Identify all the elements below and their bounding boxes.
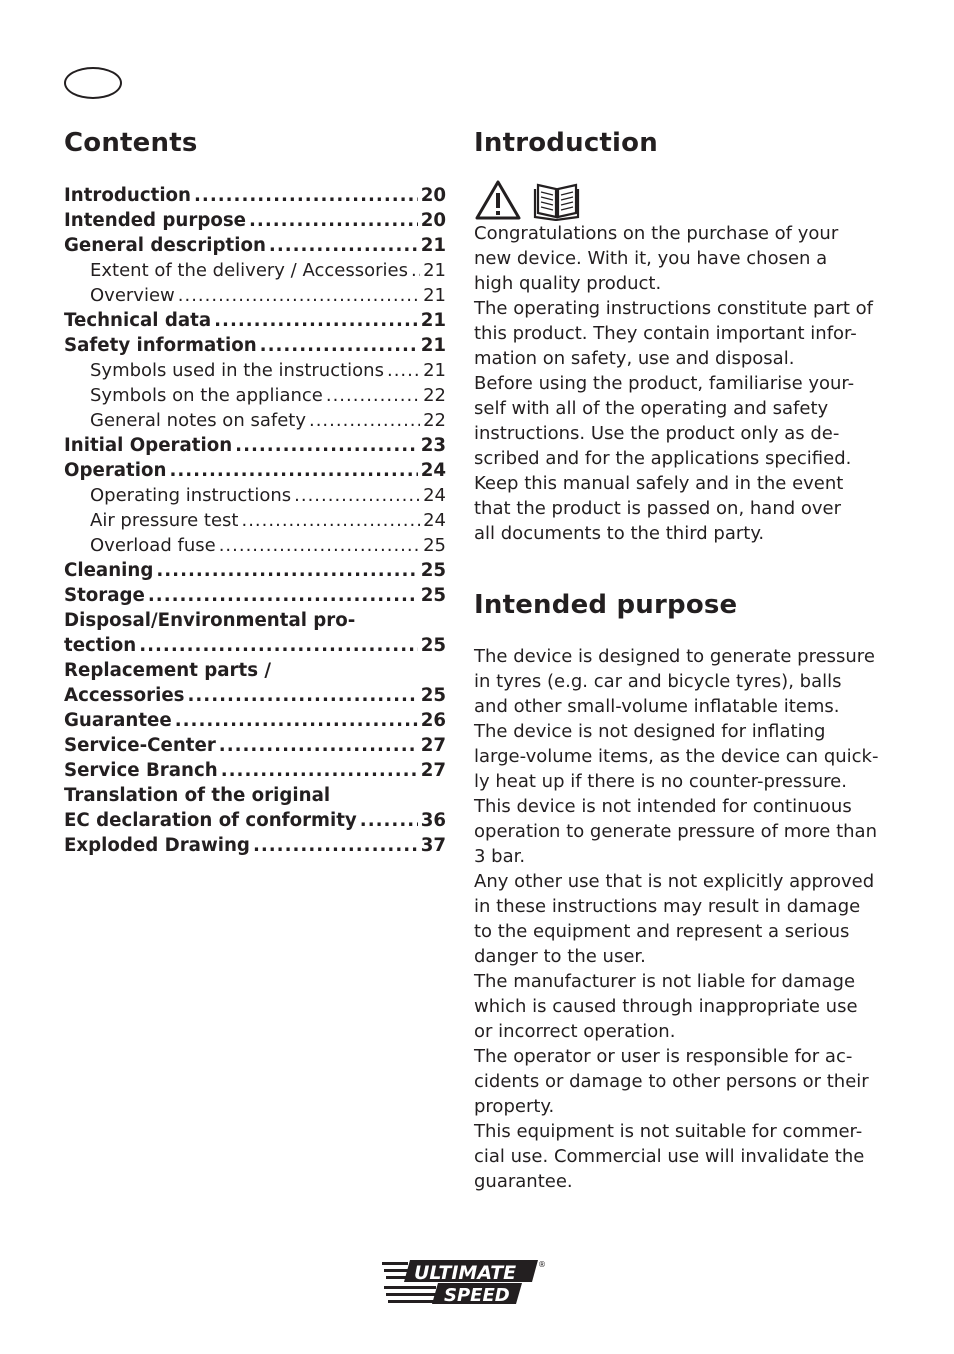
toc-leader-dots: [241, 508, 420, 533]
toc-entry-page: 21: [423, 260, 446, 281]
toc-entry-page: 24: [423, 510, 446, 531]
table-of-contents: [64, 183, 446, 858]
toc-entry-title: Accessories: [64, 685, 185, 706]
toc-entry: [64, 333, 446, 358]
toc-leader-dots: [214, 308, 418, 333]
toc-entry: [64, 508, 446, 533]
toc-leader-dots: [269, 233, 418, 258]
toc-entry-title: Safety information: [64, 335, 257, 356]
toc-entry: [64, 233, 446, 258]
toc-entry-page: 20: [420, 185, 446, 206]
toc-entry: [64, 683, 446, 708]
toc-leader-dots: [387, 358, 420, 383]
toc-entry-page: 21: [423, 285, 446, 306]
toc-leader-dots: [360, 808, 418, 833]
toc-leader-dots: [219, 733, 418, 758]
text-line: property.: [474, 1096, 555, 1117]
intended-purpose-text: [474, 644, 879, 1194]
safety-icons: [474, 177, 864, 221]
toc-entry-title: Intended purpose: [64, 210, 247, 231]
toc-entry-title: Air pressure test: [90, 510, 239, 531]
toc-entry-title: Replacement parts /: [64, 660, 271, 681]
text-line: to the equipment and represent a serious: [474, 921, 850, 942]
text-line: all documents to the third party.: [474, 523, 765, 544]
toc-entry: [64, 658, 446, 683]
text-line: mation on safety, use and disposal.: [474, 348, 795, 369]
toc-entry: [64, 833, 446, 858]
toc-entry-page: 36: [420, 810, 446, 831]
text-line: Keep this manual safely and in the event: [474, 473, 844, 494]
toc-leader-dots: [178, 283, 420, 308]
introduction-heading: Introduction: [474, 128, 658, 158]
toc-leader-dots: [187, 683, 417, 708]
logo-line1: ULTIMATE: [414, 1262, 517, 1284]
text-line: operation to generate pressure of more than: [474, 821, 877, 842]
toc-leader-dots: [221, 758, 418, 783]
toc-entry-title: Symbols on the appliance: [90, 385, 323, 406]
toc-entry: [64, 608, 446, 633]
text-line: The device is designed to generate pressure: [474, 646, 875, 667]
toc-entry-page: 20: [420, 210, 446, 231]
toc-entry-page: 26: [420, 710, 446, 731]
toc-entry: [64, 808, 446, 833]
toc-entry-title: Symbols used in the instructions: [90, 360, 384, 381]
toc-entry-title: Extent of the delivery / Accessories: [90, 260, 408, 281]
ultimate-speed-logo: [382, 1256, 546, 1306]
text-line: guarantee.: [474, 1171, 573, 1192]
text-line: high quality product.: [474, 273, 662, 294]
toc-entry: [64, 483, 446, 508]
toc-entry-page: 25: [420, 635, 446, 656]
toc-leader-dots: [253, 833, 418, 858]
text-line: Before using the product, familiarise your-: [474, 373, 855, 394]
toc-leader-dots: [194, 183, 418, 208]
toc-entry-page: 25: [423, 535, 446, 556]
text-line: cial use. Commercial use will invalidate the: [474, 1146, 865, 1167]
toc-entry: [64, 583, 446, 608]
toc-entry: [64, 383, 446, 408]
text-line: large-volume items, as the device can quick-: [474, 746, 879, 767]
text-line: and other small-volume inflatable items.: [474, 696, 840, 717]
text-line: self with all of the operating and safety: [474, 398, 829, 419]
toc-entry: [64, 408, 446, 433]
toc-entry-title: Storage: [64, 585, 145, 606]
toc-leader-dots: [169, 458, 417, 483]
toc-entry-title: Overview: [90, 285, 175, 306]
toc-entry: [64, 208, 446, 233]
text-line: scribed and for the applications specified.: [474, 448, 852, 469]
toc-entry-title: Introduction: [64, 185, 191, 206]
toc-leader-dots: [139, 633, 418, 658]
introduction-text: [474, 221, 873, 546]
toc-entry: [64, 258, 446, 283]
logo-registered-mark: ®: [538, 1260, 546, 1269]
text-line: danger to the user.: [474, 946, 646, 967]
toc-entry-page: 27: [420, 735, 446, 756]
text-line: The operating instructions constitute part of: [474, 298, 873, 319]
text-line: that the product is passed on, hand over: [474, 498, 842, 519]
text-line: in these instructions may result in damage: [474, 896, 861, 917]
contents-heading: Contents: [64, 128, 198, 158]
toc-entry: [64, 458, 446, 483]
contents-column: [64, 126, 446, 858]
text-line: The device is not designed for inflating: [474, 721, 826, 742]
toc-entry: [64, 308, 446, 333]
text-line: 3 bar.: [474, 846, 526, 867]
toc-entry: [64, 783, 446, 808]
text-line: This device is not intended for continuous: [474, 796, 852, 817]
toc-leader-dots: [411, 258, 420, 283]
toc-entry-page: 21: [420, 235, 446, 256]
toc-entry-title: Operating instructions: [90, 485, 292, 506]
text-line: Any other use that is not explicitly approved: [474, 871, 875, 892]
toc-entry: [64, 433, 446, 458]
toc-leader-dots: [235, 433, 418, 458]
toc-entry-title: Guarantee: [64, 710, 172, 731]
toc-entry: [64, 758, 446, 783]
toc-entry-page: 22: [423, 385, 446, 406]
toc-entry: [64, 533, 446, 558]
text-line: instructions. Use the product only as de-: [474, 423, 840, 444]
toc-leader-dots: [260, 333, 418, 358]
toc-entry-title: Translation of the original: [64, 785, 331, 806]
toc-leader-dots: [326, 383, 420, 408]
toc-leader-dots: [156, 558, 417, 583]
toc-entry-page: 21: [420, 310, 446, 331]
toc-leader-dots: [175, 708, 418, 733]
toc-entry-page: 21: [420, 335, 446, 356]
toc-entry-page: 37: [420, 835, 446, 856]
toc-entry-title: Overload fuse: [90, 535, 216, 556]
toc-leader-dots: [219, 533, 420, 558]
toc-leader-dots: [249, 208, 418, 233]
toc-entry-page: 25: [420, 585, 446, 606]
toc-leader-dots: [309, 408, 420, 433]
toc-entry-title: Service-Center: [64, 735, 216, 756]
toc-entry-title: Cleaning: [64, 560, 154, 581]
toc-entry-title: EC declaration of conformity: [64, 810, 357, 831]
text-line: cidents or damage to other persons or their: [474, 1071, 869, 1092]
toc-entry-page: 25: [420, 560, 446, 581]
text-line: in tyres (e.g. car and bicycle tyres), balls: [474, 671, 842, 692]
text-line: This equipment is not suitable for commer-: [474, 1121, 863, 1142]
toc-entry-page: 27: [420, 760, 446, 781]
toc-entry-page: 24: [423, 485, 446, 506]
toc-entry-title: Disposal/Environmental pro-: [64, 610, 356, 631]
toc-entry: [64, 558, 446, 583]
toc-entry: [64, 283, 446, 308]
text-line: which is caused through inappropriate use: [474, 996, 858, 1017]
language-badge: [64, 67, 122, 99]
toc-entry: [64, 183, 446, 208]
toc-entry-title: Exploded Drawing: [64, 835, 250, 856]
text-line: this product. They contain important infor-: [474, 323, 857, 344]
toc-entry: [64, 633, 446, 658]
text-line: new device. With it, you have chosen a: [474, 248, 828, 269]
toc-entry: [64, 358, 446, 383]
text-line: The operator or user is responsible for ac-: [474, 1046, 853, 1067]
text-line: Congratulations on the purchase of your: [474, 223, 839, 244]
toc-entry: [64, 733, 446, 758]
toc-entry-title: General description: [64, 235, 266, 256]
toc-entry-title: Operation: [64, 460, 167, 481]
toc-entry-title: Service Branch: [64, 760, 218, 781]
toc-entry-page: 23: [420, 435, 446, 456]
intended-purpose-heading: Intended purpose: [474, 590, 738, 620]
toc-leader-dots: [148, 583, 418, 608]
warning-triangle-icon: [474, 179, 522, 221]
toc-entry-page: 24: [420, 460, 446, 481]
manual-book-icon: [532, 179, 582, 221]
toc-entry-title: Technical data: [64, 310, 212, 331]
toc-entry: [64, 708, 446, 733]
toc-entry-page: 25: [420, 685, 446, 706]
toc-entry-title: General notes on safety: [90, 410, 306, 431]
toc-entry-title: tection: [64, 635, 137, 656]
toc-entry-page: 21: [423, 360, 446, 381]
text-line: or incorrect operation.: [474, 1021, 676, 1042]
logo-line2: SPEED: [444, 1285, 510, 1306]
text-column: [474, 126, 879, 1194]
text-line: The manufacturer is not liable for damage: [474, 971, 856, 992]
toc-entry-page: 22: [423, 410, 446, 431]
toc-leader-dots: [294, 483, 420, 508]
text-line: ly heat up if there is no counter-pressure.: [474, 771, 847, 792]
toc-entry-title: Initial Operation: [64, 435, 233, 456]
